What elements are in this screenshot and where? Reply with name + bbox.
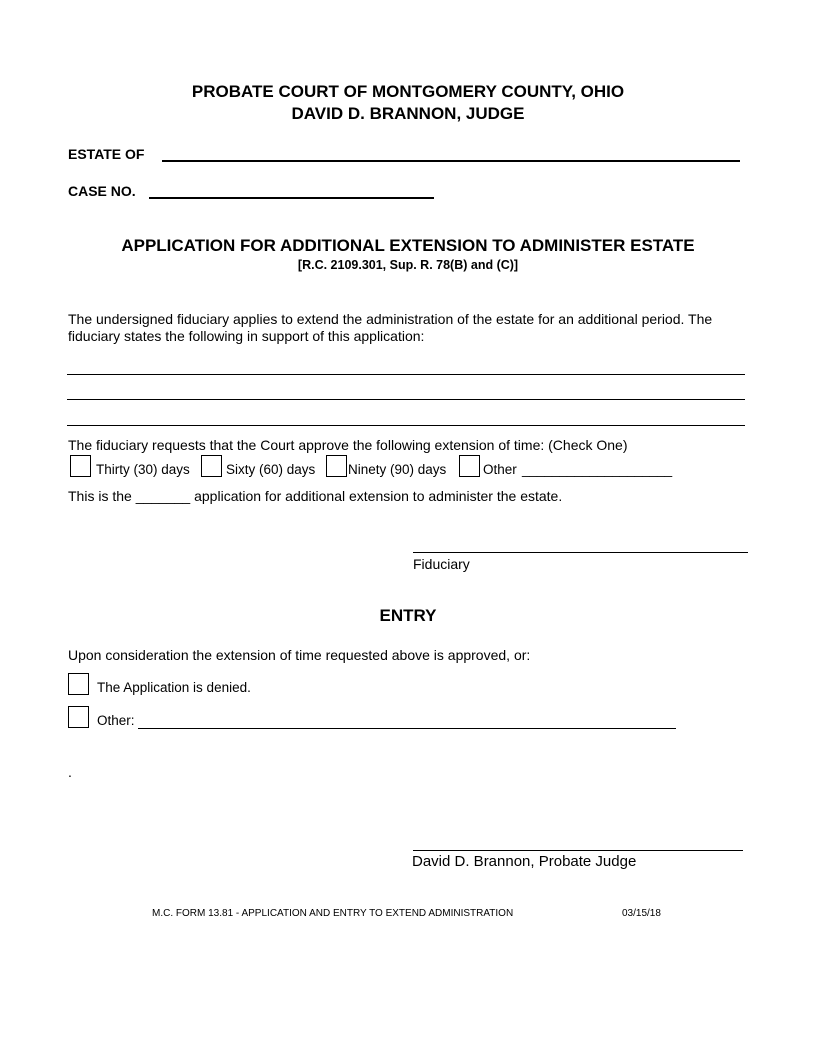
footer-form-name: M.C. FORM 13.81 - APPLICATION AND ENTRY TO EXTEND ADMINISTRATION [152, 908, 514, 919]
entry-other-line[interactable] [138, 728, 676, 729]
checkbox-denied[interactable] [68, 673, 89, 695]
checkbox-entry-other[interactable] [68, 706, 89, 728]
fiduciary-label: Fiduciary [413, 556, 470, 572]
checkbox-other-period[interactable] [459, 455, 480, 477]
denied-label: The Application is denied. [97, 680, 251, 695]
support-line-1[interactable] [67, 374, 745, 375]
entry-consideration: Upon consideration the extension of time requested above is approved, or: [68, 647, 531, 663]
form-title: APPLICATION FOR ADDITIONAL EXTENSION TO ADMINISTER ESTATE [121, 236, 695, 255]
application-suffix: application for additional extension to administer the estate. [194, 488, 563, 504]
fiduciary-signature-line[interactable] [413, 552, 748, 553]
application-ordinal-blank[interactable]: _______ [135, 488, 191, 504]
entry-other-label: Other: [97, 713, 135, 728]
option-ninety-days: Ninety (90) days [348, 462, 447, 477]
checkbox-thirty-days[interactable] [70, 455, 91, 477]
other-period-blank[interactable]: ____________________ [522, 462, 673, 477]
checkbox-sixty-days[interactable] [201, 455, 222, 477]
option-sixty-days: Sixty (60) days [226, 462, 316, 477]
estate-field[interactable] [162, 160, 740, 162]
support-line-3[interactable] [67, 425, 745, 426]
case-label: CASE NO. [68, 183, 136, 199]
option-thirty-days: Thirty (30) days [96, 462, 190, 477]
form-citation: [R.C. 2109.301, Sup. R. 78(B) and (C)] [297, 258, 519, 272]
estate-label: ESTATE OF [68, 146, 145, 162]
judge-signature-line[interactable] [413, 850, 743, 851]
intro-line-1: The undersigned fiduciary applies to extend the administration of the estate for an additional period. The [68, 311, 713, 327]
entry-period: . [68, 764, 72, 780]
option-other: Other [483, 462, 517, 477]
application-ordinal-line [68, 488, 562, 505]
case-number-field[interactable] [149, 197, 434, 199]
judge-signature-label: David D. Brannon, Probate Judge [412, 853, 637, 870]
footer-date: 03/15/18 [622, 908, 661, 919]
judge-name: DAVID D. BRANNON, JUDGE [291, 104, 525, 123]
entry-title: ENTRY [379, 606, 437, 625]
checkbox-ninety-days[interactable] [326, 455, 347, 477]
application-prefix: This is the [68, 488, 132, 504]
support-line-2[interactable] [67, 399, 745, 400]
court-name: PROBATE COURT OF MONTGOMERY COUNTY, OHIO [191, 82, 625, 101]
intro-line-2: fiduciary states the following in support of this application: [68, 328, 425, 344]
request-text: The fiduciary requests that the Court approve the following extension of time: (Check One) [68, 437, 628, 453]
